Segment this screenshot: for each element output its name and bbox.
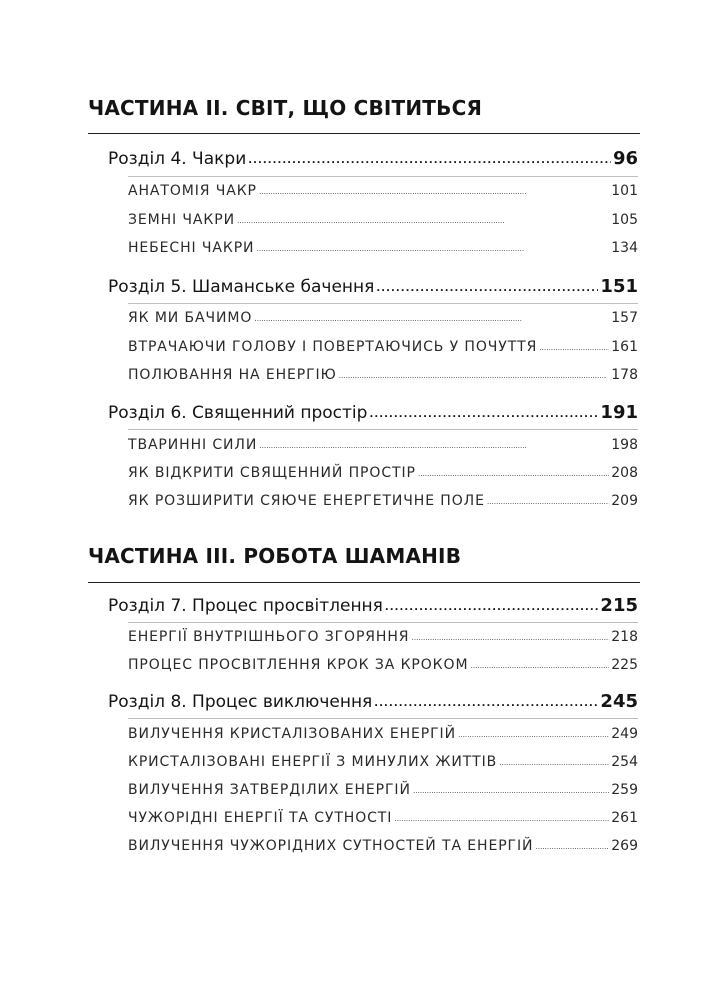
dot-leader — [256, 244, 609, 253]
part-divider — [88, 133, 640, 134]
toc-section[interactable] — [128, 754, 638, 770]
section-page-number: 218 — [611, 629, 638, 645]
section-page-number: 254 — [611, 754, 638, 770]
toc-chapter[interactable] — [108, 276, 638, 297]
toc-section[interactable] — [128, 240, 638, 256]
section-divider — [128, 718, 638, 719]
dot-leader — [259, 441, 609, 450]
section-page-number: 101 — [611, 183, 638, 199]
section-page-number: 259 — [611, 782, 638, 798]
toc-section[interactable] — [128, 339, 638, 355]
section-label: ВИЛУЧЕННЯ ЗАТВЕРДІЛИХ ЕНЕРГІЙ — [128, 782, 411, 798]
dot-leader — [458, 730, 609, 739]
chapter-label: Розділ 4. Чакри — [108, 149, 247, 169]
toc-chapter[interactable] — [108, 595, 638, 616]
section-divider — [128, 176, 638, 177]
section-page-number: 208 — [611, 465, 638, 481]
section-page-number: 134 — [611, 240, 638, 256]
section-page-number: 198 — [611, 437, 638, 453]
part-title: ЧАСТИНА ІІІ. РОБОТА ШАМАНІВ — [88, 544, 462, 568]
section-page-number: 225 — [611, 657, 638, 673]
chapter-page-number: 151 — [600, 276, 638, 297]
chapter-label: Розділ 7. Процес просвітлення — [108, 596, 383, 616]
toc-section[interactable] — [128, 726, 638, 742]
section-label: ВИЛУЧЕННЯ ЧУЖОРІДНИХ СУТНОСТЕЙ ТА ЕНЕРГІЙ — [128, 838, 534, 854]
dot-leader — [499, 758, 609, 767]
toc-section[interactable] — [128, 437, 638, 453]
section-label: ПРОЦЕС ПРОСВІТЛЕННЯ КРОК ЗА КРОКОМ — [128, 657, 469, 673]
section-label: ЗЕМНІ ЧАКРИ — [128, 212, 235, 228]
section-page-number: 105 — [611, 212, 638, 228]
chapter-page-number: 191 — [600, 402, 638, 423]
toc-section[interactable] — [128, 465, 638, 481]
section-divider — [128, 622, 638, 623]
dot-leader — [369, 409, 598, 420]
dot-leader — [487, 497, 609, 506]
chapter-label: Розділ 8. Процес виключення — [108, 692, 373, 712]
section-page-number: 161 — [611, 339, 638, 355]
toc-chapter[interactable] — [108, 148, 638, 169]
part-title: ЧАСТИНА ІІ. СВІТ, ЩО СВІТИТЬСЯ — [88, 96, 483, 120]
section-label: АНАТОМІЯ ЧАКР — [128, 183, 257, 199]
dot-leader — [413, 786, 609, 795]
toc-section[interactable] — [128, 183, 638, 199]
section-page-number: 157 — [611, 310, 638, 326]
toc-chapter[interactable] — [108, 402, 638, 423]
chapter-page-number: 215 — [600, 595, 638, 616]
section-label: ЯК ВІДКРИТИ СВЯЩЕННИЙ ПРОСТІР — [128, 465, 416, 481]
section-divider — [128, 303, 638, 304]
chapter-page-number: 96 — [612, 148, 638, 169]
dot-leader — [376, 283, 598, 294]
section-page-number: 249 — [611, 726, 638, 742]
dot-leader — [259, 187, 609, 196]
dot-leader — [411, 633, 609, 642]
toc-chapter[interactable] — [108, 691, 638, 712]
toc-section[interactable] — [128, 657, 638, 673]
dot-leader — [374, 698, 598, 709]
section-label: ВИЛУЧЕННЯ КРИСТАЛІЗОВАНИХ ЕНЕРГІЙ — [128, 726, 456, 742]
toc-section[interactable] — [128, 838, 638, 854]
toc-section[interactable] — [128, 212, 638, 228]
section-label: ТВАРИННІ СИЛИ — [128, 437, 258, 453]
section-page-number: 261 — [611, 810, 638, 826]
section-page-number: 209 — [611, 493, 638, 509]
dot-leader — [339, 371, 610, 380]
dot-leader — [418, 469, 609, 478]
section-divider — [128, 429, 638, 430]
section-label: НЕБЕСНІ ЧАКРИ — [128, 240, 255, 256]
toc-section[interactable] — [128, 810, 638, 826]
section-label: ЯК РОЗШИРИТИ СЯЮЧЕ ЕНЕРГЕТИЧНЕ ПОЛЕ — [128, 493, 485, 509]
dot-leader — [248, 155, 611, 166]
dot-leader — [535, 842, 609, 851]
dot-leader — [539, 343, 609, 352]
section-page-number: 269 — [611, 838, 638, 854]
toc-section[interactable] — [128, 367, 638, 383]
chapter-label: Розділ 6. Священний простір — [108, 403, 368, 423]
dot-leader — [254, 314, 609, 323]
chapter-page-number: 245 — [600, 691, 638, 712]
part-divider — [88, 582, 640, 583]
toc-section[interactable] — [128, 310, 638, 326]
section-label: ЯК МИ БАЧИМО — [128, 310, 253, 326]
toc-section[interactable] — [128, 493, 638, 509]
dot-leader — [385, 602, 599, 613]
section-label: ЧУЖОРІДНІ ЕНЕРГІЇ ТА СУТНОСТІ — [128, 810, 393, 826]
chapter-label: Розділ 5. Шаманське бачення — [108, 277, 375, 297]
section-label: КРИСТАЛІЗОВАНІ ЕНЕРГІЇ З МИНУЛИХ ЖИТТІВ — [128, 754, 498, 770]
dot-leader — [470, 661, 609, 670]
section-label: ПОЛЮВАННЯ НА ЕНЕРГІЮ — [128, 367, 337, 383]
section-label: ВТРАЧАЮЧИ ГОЛОВУ І ПОВЕРТАЮЧИСЬ У ПОЧУТТЯ — [128, 339, 538, 355]
section-page-number: 178 — [611, 367, 638, 383]
dot-leader — [237, 216, 609, 225]
toc-section[interactable] — [128, 629, 638, 645]
dot-leader — [394, 814, 609, 823]
toc-section[interactable] — [128, 782, 638, 798]
section-label: ЕНЕРГІЇ ВНУТРІШНЬОГО ЗГОРЯННЯ — [128, 629, 410, 645]
